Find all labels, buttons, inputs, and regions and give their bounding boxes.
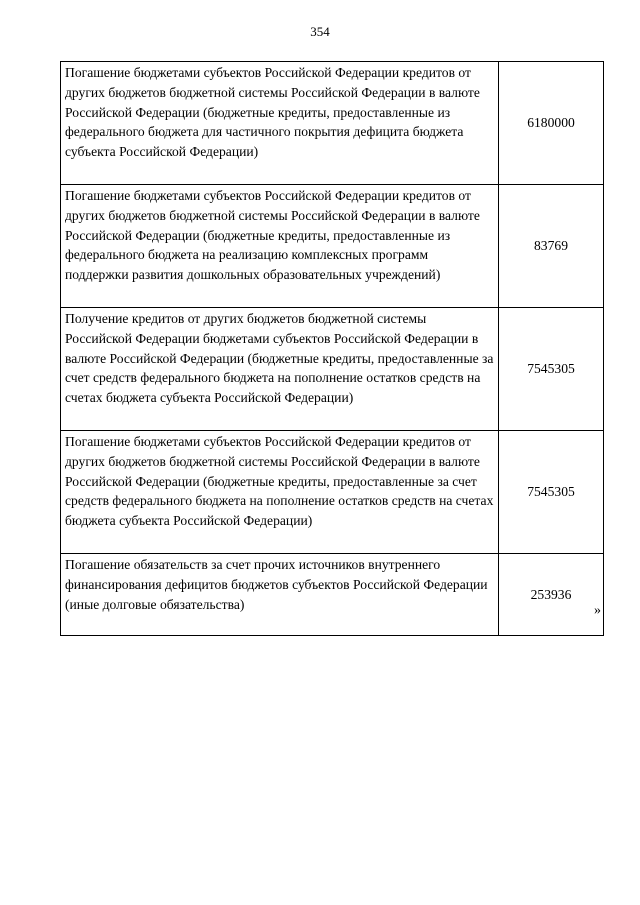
row-description: Погашение обязательств за счет прочих источников внутреннего финансирования дефицитов бюджетов субъектов Российской Федерации (иные долговые обязательства) [61,554,499,636]
table-row [61,185,604,308]
row-description: Погашение бюджетами субъектов Российской Федерации кредитов от других бюджетов бюджетной системы Российской Федерации в валюте Российской Федерации (бюджетные кредиты, предоставленные из федерального бюджета на реализацию комплексных программ поддержки развития дошкольных образовательных учреждений) [61,185,499,308]
budget-sources-table [60,61,604,636]
row-description: Погашение бюджетами субъектов Российской Федерации кредитов от других бюджетов бюджетной системы Российской Федерации в валюте Российской Федерации (бюджетные кредиты, предоставленные за счет средств федерального бюджета на пополнение остатков средств на счетах бюджета субъекта Российской Федерации) [61,431,499,554]
row-amount: 253936 [499,554,604,636]
table-row [61,308,604,431]
table-row [61,62,604,185]
row-description: Погашение бюджетами субъектов Российской Федерации кредитов от других бюджетов бюджетной системы Российской Федерации в валюте Российской Федерации (бюджетные кредиты, предоставленные из федерального бюджета для частичного покрытия дефицита бюджета субъекта Российской Федерации) [61,62,499,185]
closing-quote: » [594,603,601,618]
row-amount: 83769 [499,185,604,308]
row-amount: 7545305 [499,431,604,554]
page-number: 354 [310,24,330,39]
table-row [61,554,604,636]
row-amount: 6180000 [499,62,604,185]
table-row [61,431,604,554]
row-amount: 7545305 [499,308,604,431]
row-description: Получение кредитов от других бюджетов бюджетной системы Российской Федерации бюджетами субъектов Российской Федерации в валюте Российской Федерации (бюджетные кредиты, предоставленные за счет средств федерального бюджета на пополнение остатков средств на счетах бюджета субъекта Российской Федерации) [61,308,499,431]
